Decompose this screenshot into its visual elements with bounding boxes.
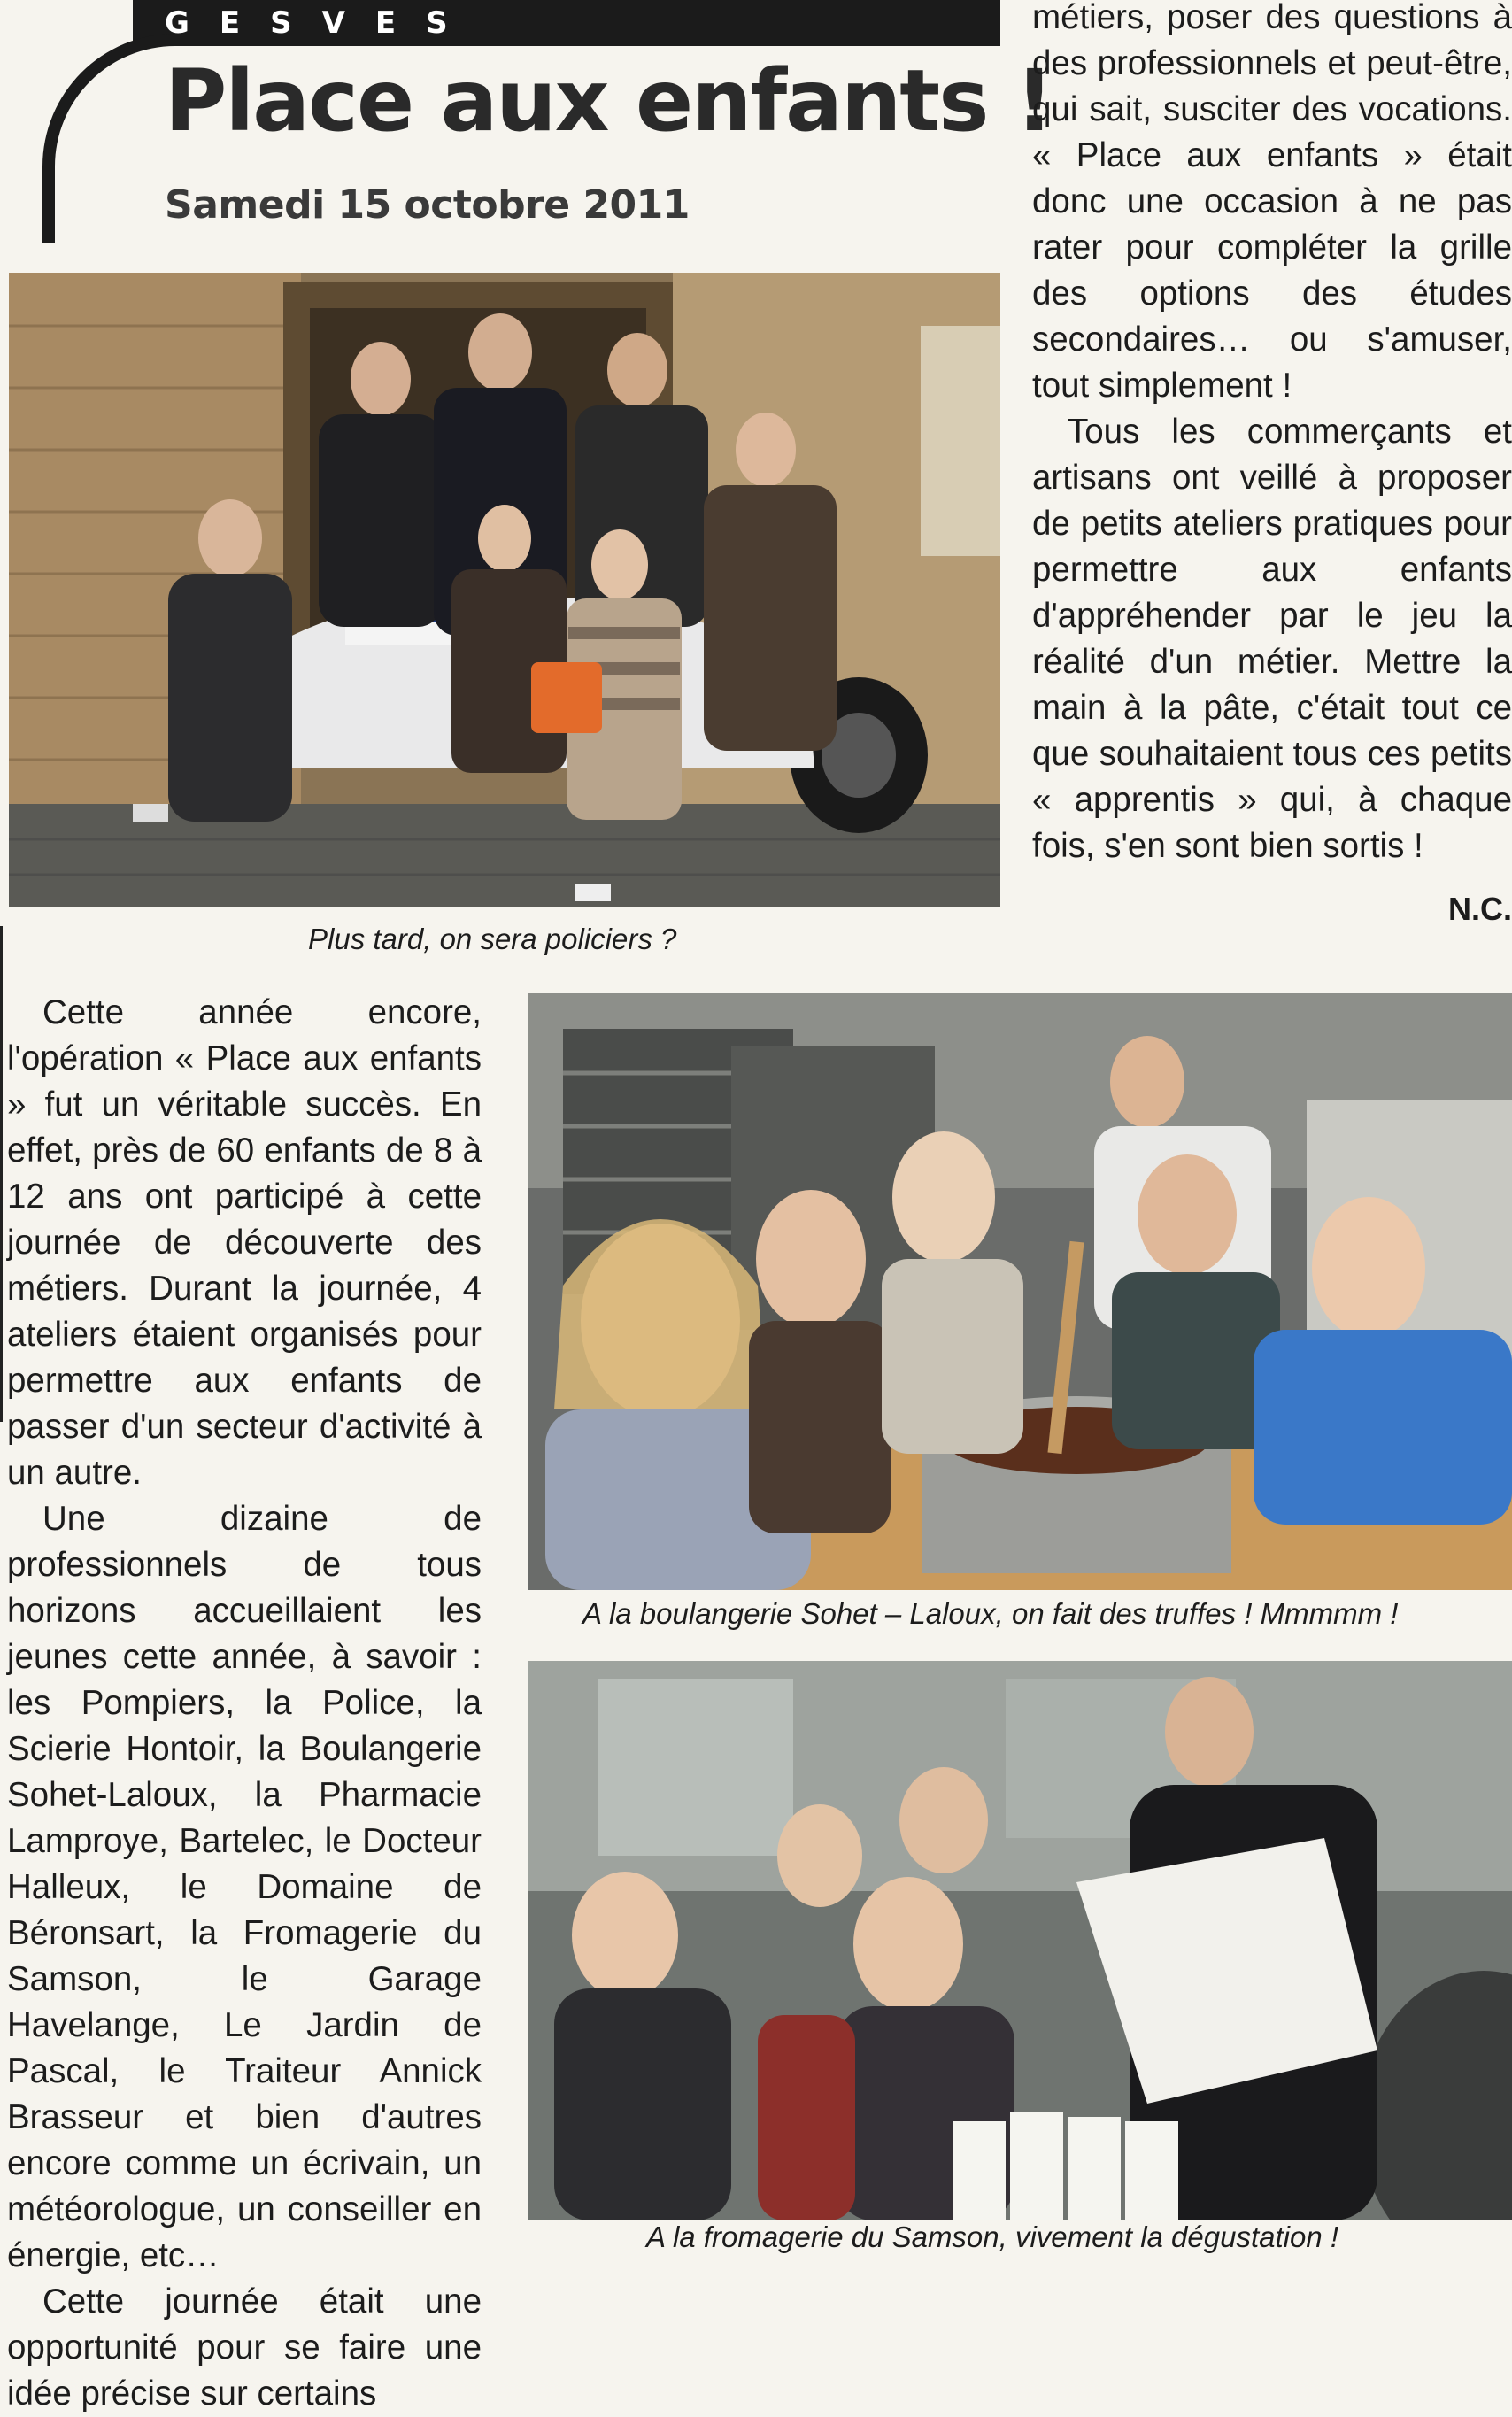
photo-caption-police: Plus tard, on sera policiers ? xyxy=(308,923,677,955)
column-rule xyxy=(0,926,3,1422)
author-signature: N.C. xyxy=(1448,891,1512,927)
article-column-right xyxy=(1032,0,1512,869)
paragraph: Une dizaine de professionnels de tous horizons accueillaient les jeunes cette année, à savoir : les Pompiers, la Police, la Scierie Hontoir, la Boulangerie Sohet-Laloux, la Pharmacie Lamproye, Bartelec, le Docteur Halleux, le Domaine de Béronsart, la Fromagerie du Samson, le Garage Havelange, Le Jardin de Pascal, le Traiteur Annick Brasseur et bien d'autres encore comme un écrivain, un météorologue, un conseiller en énergie, etc… xyxy=(7,1500,482,2274)
article-headline: Place aux enfants ! xyxy=(165,51,1053,151)
photo-bakery xyxy=(528,993,1512,1590)
section-banner xyxy=(133,0,1000,46)
photo-cheese-dairy xyxy=(528,1661,1512,2220)
decorative-bracket xyxy=(42,34,175,243)
article-date: Samedi 15 octobre 2011 xyxy=(165,182,690,228)
article-column-left xyxy=(7,990,482,2417)
paragraph: Cette journée était une opportunité pour se faire une idée précise sur certains xyxy=(7,2282,482,2413)
photo-caption-bakery: A la boulangerie Sohet – Laloux, on fait des truffes ! Mmmmm ! xyxy=(582,1597,1399,1630)
paragraph: Tous les commerçants et artisans ont veillé à proposer de petits ateliers pratiques pour permettre aux enfants d'appréhender par le jeu la réalité d'un métier. Mettre la main à la pâte, c'était tout ce que souhaitaient tous ces petits « apprentis » qui, à chaque fois, s'en sont bien sortis ! xyxy=(1032,413,1512,865)
photo-caption-cheese: A la fromagerie du Samson, vivement la dégustation ! xyxy=(646,2220,1339,2253)
section-name: GESVES xyxy=(165,5,478,41)
photo-police-motorcycle xyxy=(9,273,1000,907)
paragraph: Cette année encore, l'opération « Place aux enfants » fut un véritable succès. En effet, près de 60 enfants de 8 à 12 ans ont participé à cette journée de découverte des métiers. Durant la journée, 4 ateliers étaient organisés pour permettre aux enfants de passer d'un secteur d'activité à un autre. xyxy=(7,993,482,1492)
paragraph: métiers, poser des questions à des professionnels et peut-être, qui sait, susciter des vocations. « Place aux enfants » était donc une occasion à ne pas rater pour compléter la grille des options des études secondaires… ou s'amuser, tout simplement ! xyxy=(1032,0,1512,405)
